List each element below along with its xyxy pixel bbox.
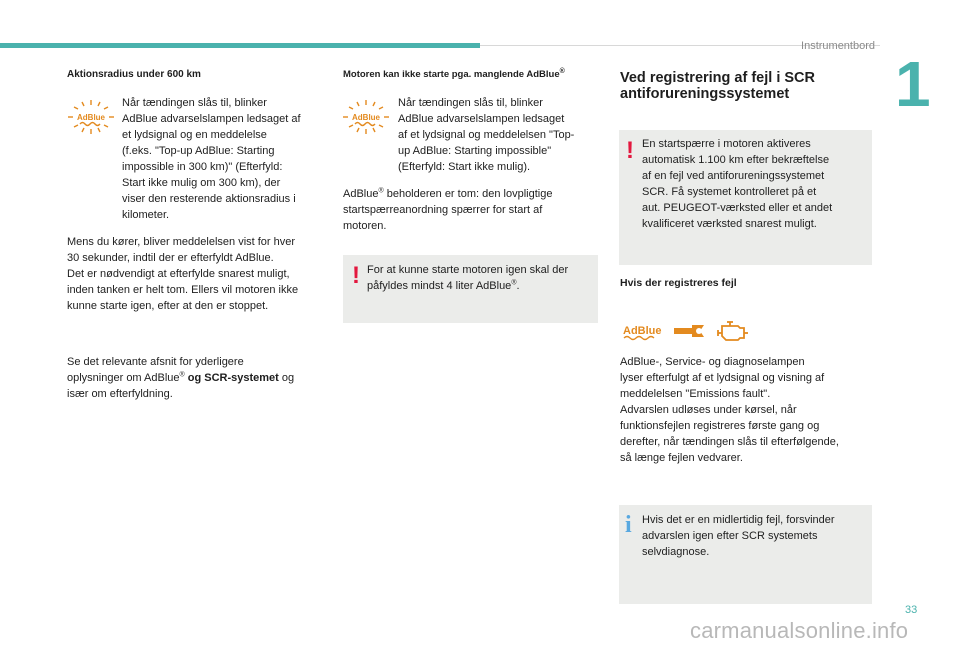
col3-paragraph: AdBlue-, Service- og diagnoselampen lyser efterfulgt af et lydsignal og visning af meddelelsen "Emissions fault". Advarslen udløses under kørsel, når funktionsfejlen registreres første gang og derefter, når tændingen slås til efterfølgende, så længe fejlen vedvarer. [620, 356, 839, 464]
watermark: carmanualsonline.info [690, 618, 909, 643]
wrench-icon [672, 322, 706, 340]
adblue-icon-label: AdBlue [77, 113, 105, 122]
col3-warning-box [619, 130, 872, 265]
col1-reference-paragraph: Se det relevante afsnit for yderligere oplysninger om AdBlue® og SCR-systemet og især om efterfyldning. [67, 356, 295, 400]
page-number: 33 [905, 604, 918, 616]
col2-heading: Motoren kan ikke starte pga. manglende AdBlue® [343, 67, 565, 80]
col3-warning-text: En startspærre i motoren aktiveres automatisk 1.100 km efter bekræftelse af en fejl ved antiforureningssystemet SCR. Få systemet kontrolleret på et aut. PEUGEOT-værksted eller et andet kvalificeret værksted snarest muligt. [642, 138, 833, 230]
adblue-warning-icon [66, 98, 116, 138]
warning-icon: ! [626, 137, 634, 164]
col1-heading: Aktionsradius under 600 km [67, 69, 201, 80]
header-accent-bar [0, 43, 480, 48]
col1-indent-text: Når tændingen slås til, blinker AdBlue advarselslampen ledsaget af et lydsignal og en meddelelse (f.eks. "Top-up AdBlue: Starting impossible in 300 km)" (Efterfyld: Start ikke mulig om 300 km), der viser den resterende aktionsradius i kilometer. [122, 97, 301, 221]
col2-paragraph: AdBlue® beholderen er tom: den lovpligtige startspærreanordning spærrer for start af motoren. [343, 187, 553, 232]
section-label: Instrumentbord [801, 40, 875, 52]
col3-info-box [619, 505, 872, 604]
chapter-number: 1 [895, 48, 931, 120]
col3-subheading: Hvis der registreres fejl [620, 277, 737, 289]
col2-warning-text: For at kunne starte motoren igen skal der påfyldes mindst 4 liter AdBlue®. [367, 264, 569, 292]
col3-info-text: Hvis det er en midlertidig fejl, forsvinder advarslen igen efter SCR systemets selvdiagnose. [642, 514, 835, 558]
warning-icon: ! [352, 262, 360, 289]
engine-icon [716, 318, 750, 344]
adblue-icon-label: AdBlue [352, 113, 380, 122]
col3-title: Ved registrering af fejl i SCR antiforureningssystemet [620, 70, 815, 102]
col2-warning-box [343, 255, 598, 323]
adblue-icon-text: AdBlue [623, 325, 662, 337]
adblue-icon [622, 320, 664, 342]
info-icon: i [625, 512, 632, 538]
col1-paragraph: Mens du kører, bliver meddelelsen vist for hver 30 sekunder, indtil der er efterfyldt AdBlue. Det er nødvendigt at efterfylde snarest muligt, inden tanken er helt tom. Ellers vil motoren ikke kunne starte igen, efter at den er stoppet. [67, 236, 299, 312]
adblue-warning-icon [341, 98, 391, 138]
col2-indent-text: Når tændingen slås til, blinker AdBlue advarselslampen ledsaget af et lydsignal og meddelelsen "Top- up AdBlue: Starting impossible" (Efterfyld: Start ikke mulig). [398, 97, 575, 173]
